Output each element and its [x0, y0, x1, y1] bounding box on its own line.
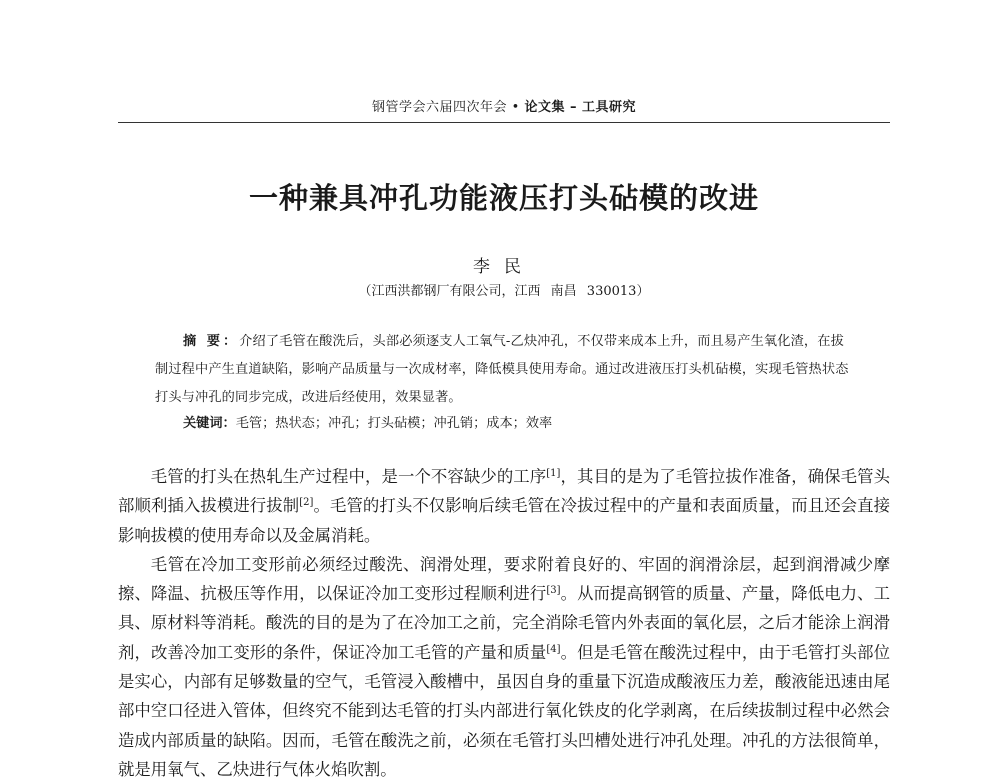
abstract-text: 介绍了毛管在酸洗后，头部必须逐支人工氧气-乙炔冲孔，不仅带来成本上升，而且易产生氧化渣，在拔制过程中产生直道缺陷，影响产品质量与一次成材率，降低模具使用寿命。通过改进液压打头机砧模，实现毛管热状态打头与冲孔的同步完成，改进后经使用，效果显著。	[155, 334, 849, 405]
paper-title: 一种兼具冲孔功能液压打头砧模的改进	[248, 181, 759, 215]
p1-text-c: 。毛管的打头不仅影响后续毛管在冷拔过程中的产量和表面质量，而且还会直接影响拔模的使用寿命以及金属消耗。	[118, 496, 891, 545]
author-name: 李民	[473, 257, 535, 277]
body-paragraph-2	[118, 550, 890, 784]
p2-text-b: 。从而提高钢管的质量、产量，降低电力、工具、原材料等消耗。酸洗的目的是为了在冷加工之前，完全消除毛管内外表面的氧化层，之后才能涂上润滑剂，改善冷加工变形的条件，保证冷加工毛管的产量和质量	[118, 584, 891, 662]
body-paragraph-1	[118, 462, 890, 550]
abstract-label: 摘 要：	[183, 334, 240, 349]
p1-text-b: ，其目的是为了毛管拉拔作准备，确保毛管头部顺利插入拔模进行拔制	[118, 467, 891, 516]
ref-4: [4]	[546, 643, 561, 655]
abstract	[155, 328, 855, 412]
p2-text-a: 毛管在冷加工变形前必须经过酸洗、润滑处理，要求附着良好的、牢固的润滑涂层，起到润滑减少摩擦、降温、抗极压等作用，以保证冷加工变形过程顺利进行	[118, 554, 890, 604]
keywords	[183, 414, 855, 434]
author-affiliation: （江西洪都钢厂有限公司，江西 南昌 330013）	[358, 284, 650, 299]
keywords-text: 毛管；热状态；冲孔；打头砧模；冲孔销；成本；效率	[235, 416, 553, 431]
header-conference: 钢管学会六届四次年会	[371, 100, 507, 115]
running-header	[118, 96, 890, 115]
keywords-label: 关键词：	[183, 416, 236, 431]
ref-3: [3]	[546, 585, 561, 597]
body-text	[118, 462, 890, 784]
header-section: 论文集 – 工具研究	[524, 100, 637, 115]
header-rule	[118, 122, 890, 123]
p1-text-a: 毛管的打头在热轧生产过程中，是一个不容缺少的工序	[150, 467, 547, 486]
ref-2: [2]	[299, 497, 314, 509]
ref-1: [1]	[546, 468, 561, 479]
p2-text-c: 。但是毛管在酸洗过程中，由于毛管打头部位是实心，内部有足够数量的空气，毛管浸入酸槽中，虽因自身的重量下沉造成酸液压力差，酸液能迅速由尾部中空口径进入管体，但终究不能到达毛管的打头内部进行氧化铁皮的化学剥离，在后续拔制过程中必然会造成内部质量的缺陷。因而，毛管在酸洗之前，必须在毛管打头凹槽处进行冲孔处理。冲孔的方法很简单，就是用氧气、乙炔进行气体火焰吹割。	[118, 642, 891, 779]
header-bullet: •	[511, 100, 520, 115]
